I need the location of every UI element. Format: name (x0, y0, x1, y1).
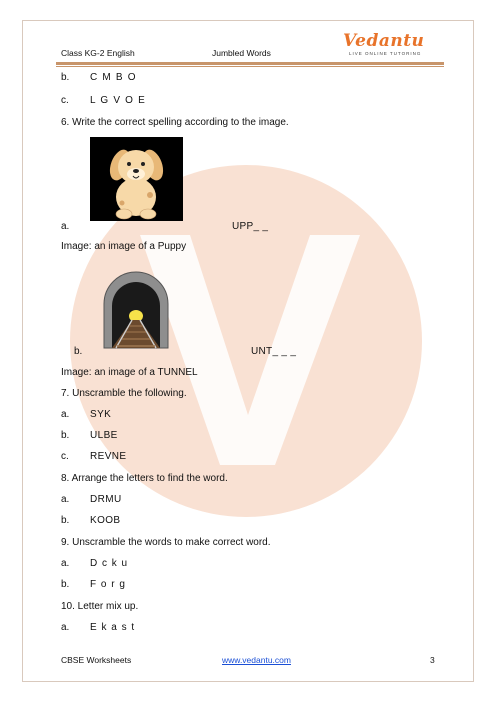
item-text: E k a s t (90, 622, 136, 633)
footer-website-link[interactable]: www.vedantu.com (222, 655, 291, 665)
item-marker: b. (74, 346, 83, 357)
header-rule (56, 62, 444, 65)
logo-tagline: LIVE ONLINE TUTORING (349, 51, 422, 56)
answer-blank: UNT_ _ _ (251, 346, 297, 357)
item-text: L G V O E (90, 95, 147, 106)
item-marker: b. (61, 72, 70, 83)
item-text: C M B O (90, 72, 137, 83)
item-text: KOOB (90, 515, 121, 526)
header-topic: Jumbled Words (212, 48, 271, 58)
image-caption: Image: an image of a Puppy (61, 241, 187, 252)
item-marker: a. (61, 221, 70, 232)
image-caption: Image: an image of a TUNNEL (61, 367, 198, 378)
item-marker: a. (61, 409, 70, 420)
logo-text: Vedantu (343, 31, 425, 51)
item-text: D c k u (90, 558, 129, 569)
item-marker: a. (61, 494, 70, 505)
answer-blank: UPP_ _ (232, 221, 269, 232)
question-title: 6. Write the correct spelling according to the image. (61, 117, 289, 128)
question-title: 9. Unscramble the words to make correct word. (61, 537, 271, 548)
header-class-label: Class KG-2 English (61, 48, 135, 58)
footer-label: CBSE Worksheets (61, 655, 132, 665)
puppy-image (90, 137, 183, 221)
question-title: 8. Arrange the letters to find the word. (61, 473, 228, 484)
item-text: F o r g (90, 579, 126, 590)
vedantu-logo (343, 31, 433, 61)
item-text: DRMU (90, 494, 122, 505)
page-number: 3 (430, 655, 435, 665)
item-text: SYK (90, 409, 112, 420)
item-marker: b. (61, 515, 70, 526)
item-text: ULBE (90, 430, 118, 441)
question-title: 10. Letter mix up. (61, 601, 139, 612)
header-rule-thin (56, 66, 444, 67)
item-marker: a. (61, 622, 70, 633)
item-marker: b. (61, 430, 70, 441)
item-marker: b. (61, 579, 70, 590)
item-text: REVNE (90, 451, 127, 462)
item-marker: c. (61, 451, 69, 462)
question-title: 7. Unscramble the following. (61, 388, 187, 399)
item-marker: a. (61, 558, 70, 569)
item-marker: c. (61, 95, 69, 106)
tunnel-image (102, 270, 170, 350)
